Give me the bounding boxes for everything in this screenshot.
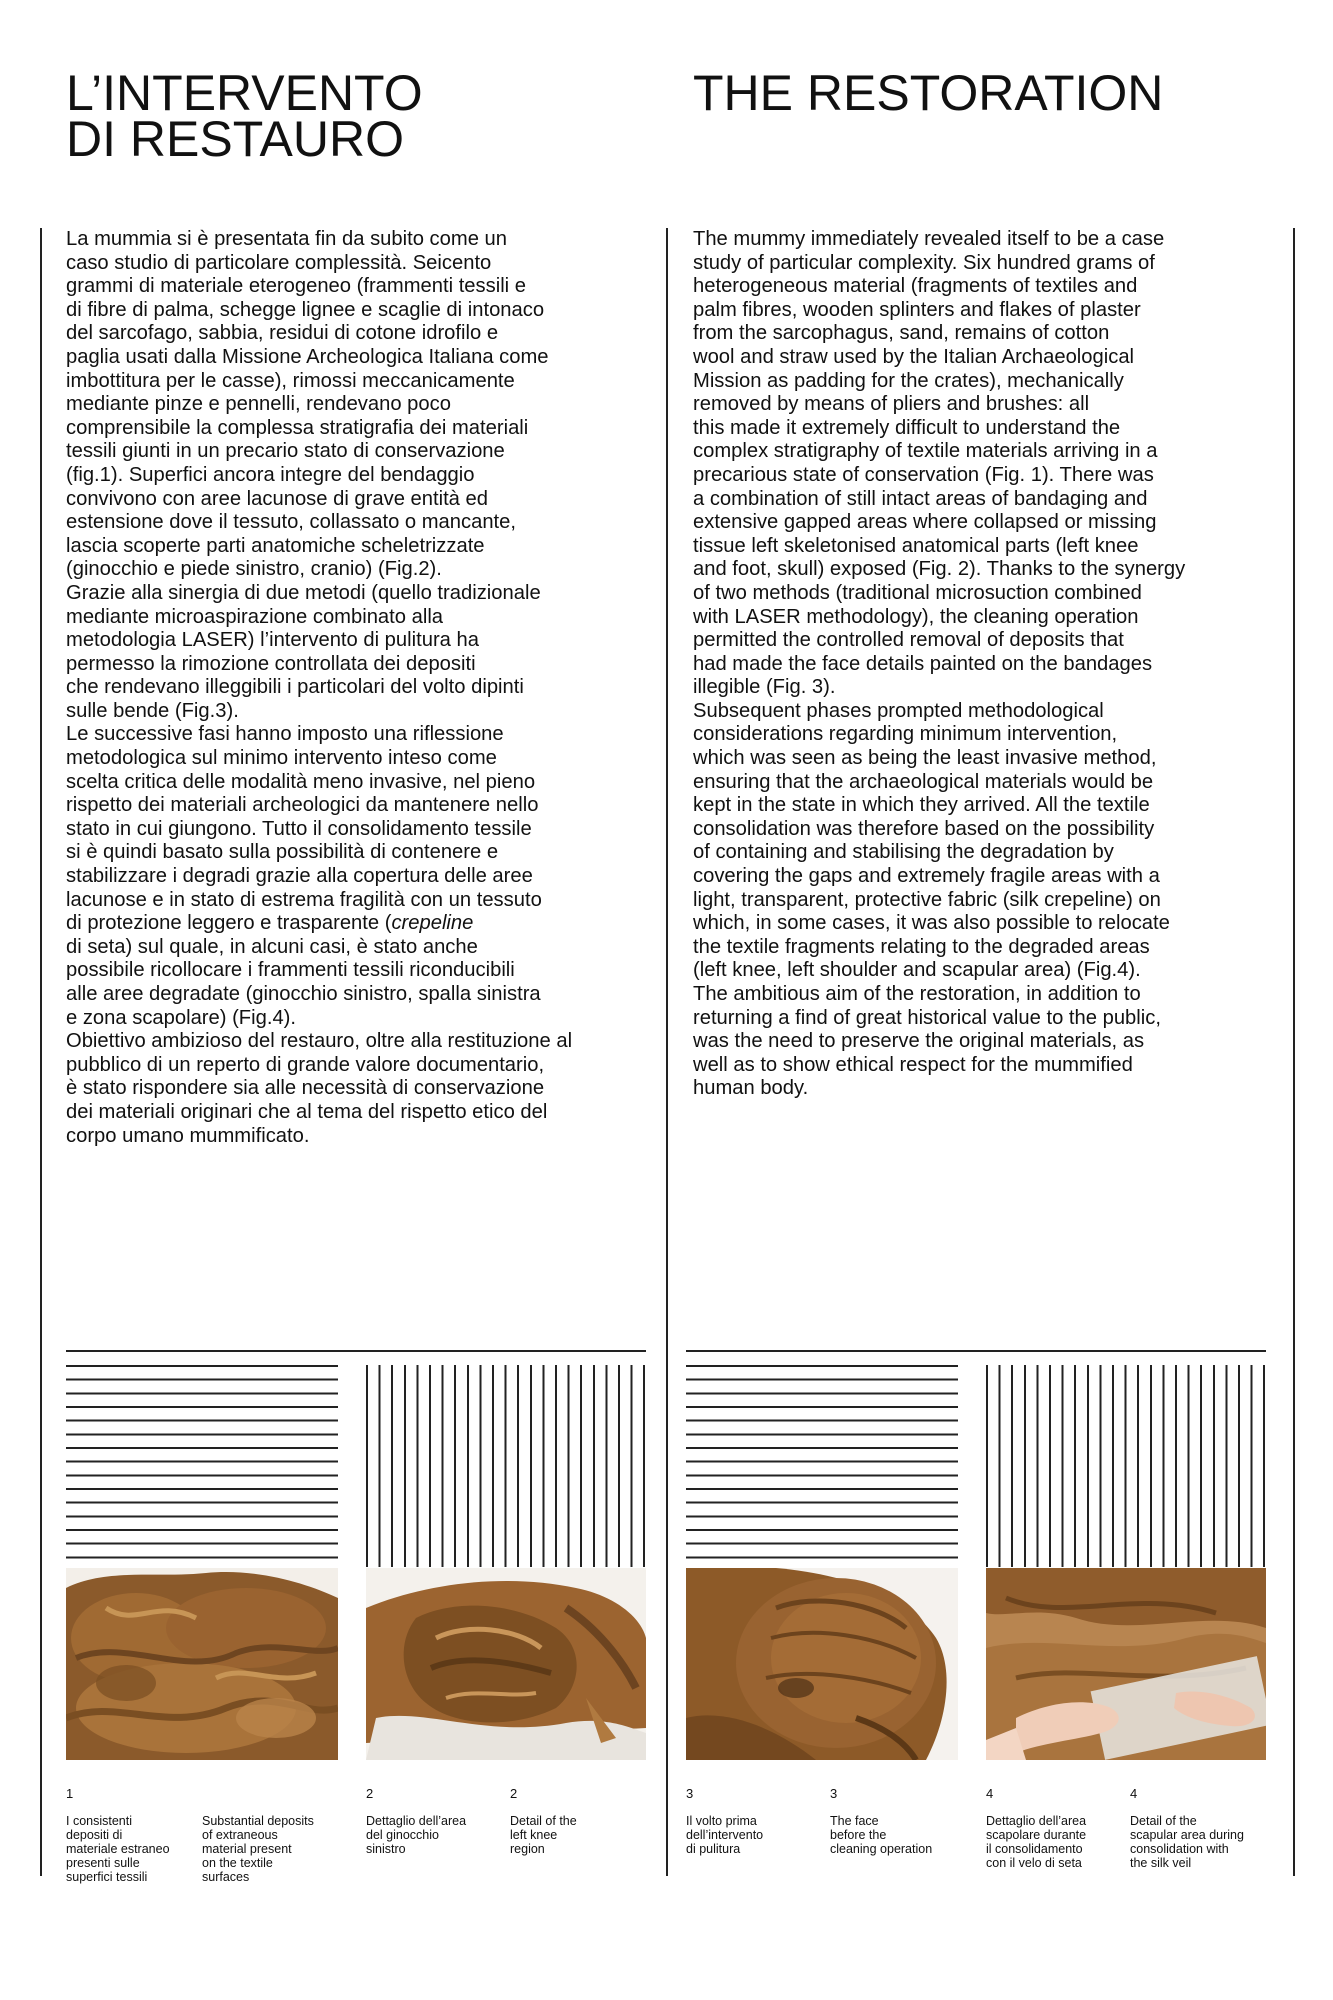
figure-2-number: 2 xyxy=(366,1786,374,1801)
page-title-italian: L’INTERVENTO DI RESTAURO xyxy=(66,65,423,167)
body-text-english: The mummy immediately revealed itself to be a case study of particular complexity. Six hundred grams of heterogeneous material (fragments of textiles and palm fibres, wooden splinters and flakes of plaster from the sarcophagus, sand, remains of cotton wool and straw used by the Italian Archaeological Mission as padding for the crates), mechanically removed by means of pliers and brushes: all this made it extremely difficult to understand the complex stratigraphy of textile materials arriving in a precarious state of conservation (Fig. 1). There was a combination of still intact areas of bandaging and extensive gapped areas where collapsed or missing tissue left skeletonised anatomical parts (left knee and foot, skull) exposed (Fig. 2). Thanks to the synergy of two methods (traditional microsuction combined with LASER methodology), the cleaning operation permitted the controlled removal of deposits that had made the face details painted on the bandages illegible (Fig. 3). Subsequent phases prompted methodological considerations regarding minimum intervention, which was seen as being the least invasive method, ensuring that the archaeological materials would be kept in the state in which they arrived. All the textile consolidation was therefore based on the possibility of containing and stabilising the degradation by covering the gaps and extremely fragile areas with a light, transparent, protective fabric (silk crepeline) on which, in some cases, it was also possible to relocate the textile fragments relating to the degraded areas (left knee, left shoulder and scapular area) (Fig.4). The ambitious aim of the restoration, in addition to returning a find of great historical value to the public, was the need to preserve the original materials, as well as to show ethical respect for the mummified human body. xyxy=(693,228,1186,1100)
left-knee-detail-image xyxy=(366,1568,646,1760)
italic-term-crepeline: crepeline xyxy=(391,912,474,935)
decorative-vertical-lines-2 xyxy=(366,1365,646,1567)
figure-3-photo xyxy=(686,1568,958,1760)
figure-3-caption-italian: Il volto prima dell’intervento di pulitura xyxy=(686,1814,764,1856)
figure-1-caption-english: Substantial deposits of extraneous material present on the textile surfaces xyxy=(202,1814,314,1884)
figure-4-photo xyxy=(986,1568,1266,1760)
figure-3-caption-english: The face before the cleaning operation xyxy=(830,1814,933,1856)
figure-4-number-english: 4 xyxy=(1130,1786,1138,1801)
page-title-english: THE RESTORATION xyxy=(693,65,1164,121)
figure-3-number-english: 3 xyxy=(830,1786,838,1801)
figure-1-photo xyxy=(66,1568,338,1760)
figure-2-photo xyxy=(366,1568,646,1760)
figure-3-number: 3 xyxy=(686,1786,694,1801)
mummy-textile-deposits-image xyxy=(66,1568,338,1760)
decorative-rule-right xyxy=(686,1350,1266,1352)
face-before-cleaning-image xyxy=(686,1568,958,1760)
body-text-italian: La mummia si è presentata fin da subito come un caso studio di particolare complessità. Seicento grammi di materiale eterogeneo (frammenti tessili e di fibre di palma, schegge lignee e scaglie di intonaco del sarcofago, sabbia, residui di cotone idrofilo e paglia usati dalla Missione Archeologica Italiana come imbottitura per le casse), rimossi meccanicamente mediante pinze e pennelli, rendevano poco comprensibile la complessa stratigrafia dei materiali tessili giunti in un precario stato di conservazione (fig.1). Superfici ancora integre del bendaggio convivono con aree lacunose di grave entità ed estensione dove il tessuto, collassato o mancante, lascia scoperte parti anatomiche scheletrizzate (ginocchio e piede sinistro, cranio) (Fig.2). Grazie alla sinergia di due metodi (quello tradizionale mediante microaspirazione combinato alla metodologia LASER) l’intervento di pulitura ha permesso la rimozione controllata dei depositi che rendevano illeggibili i particolari del volto dipinti sulle bende (Fig.3). Le successive fasi hanno imposto una riflessione metodologica sul minimo intervento inteso come scelta critica delle modalità meno invasive, nel pieno rispetto dei materiali archeologici da mantenere nello stato in cui giungono. Tutto il consolidamento tessile si è quindi basato sulla possibilità di contenere e stabilizzare i degradi grazie alla copertura delle aree lacunose e in stato di estrema fragilità con un tessuto di protezione leggero e trasparente (crepeline di seta) sul quale, in alcuni casi, è stato anche possibile ricollocare i frammenti tessili riconducibili alle aree degradate (ginocchio sinistro, spalla sinistra e zona scapolare) (Fig.4). Obiettivo ambizioso del restauro, oltre alla restituzione al pubblico di un reperto di grande valore documentario, è stato rispondere sia alle necessità di conservazione dei materiali originari che al tema del rispetto etico del corpo umano mummificato. xyxy=(66,228,573,1147)
scapular-consolidation-image xyxy=(986,1568,1266,1760)
figure-4-caption-english: Detail of the scapular area during consolidation with the silk veil xyxy=(1130,1814,1244,1870)
figure-1-number: 1 xyxy=(66,1786,74,1801)
figure-4-caption-italian: Dettaglio dell’area scapolare durante il consolidamento con il velo di seta xyxy=(986,1814,1087,1870)
figure-1-caption-italian: I consistenti depositi di materiale estraneo presenti sulle superfici tessili xyxy=(66,1814,170,1884)
figure-2-caption-italian: Dettaglio dell’area del ginocchio sinistro xyxy=(366,1814,467,1856)
decorative-horizontal-lines-3 xyxy=(686,1365,958,1578)
figure-2-caption-english: Detail of the left knee region xyxy=(510,1814,577,1856)
figure-4-number: 4 xyxy=(986,1786,994,1801)
column-divider-left xyxy=(40,228,42,1876)
column-divider-center xyxy=(666,228,668,1876)
decorative-rule-left xyxy=(66,1350,646,1352)
column-divider-right xyxy=(1293,228,1295,1876)
decorative-horizontal-lines-1 xyxy=(66,1365,338,1578)
figure-2-number-english: 2 xyxy=(510,1786,518,1801)
decorative-vertical-lines-4 xyxy=(986,1365,1266,1567)
